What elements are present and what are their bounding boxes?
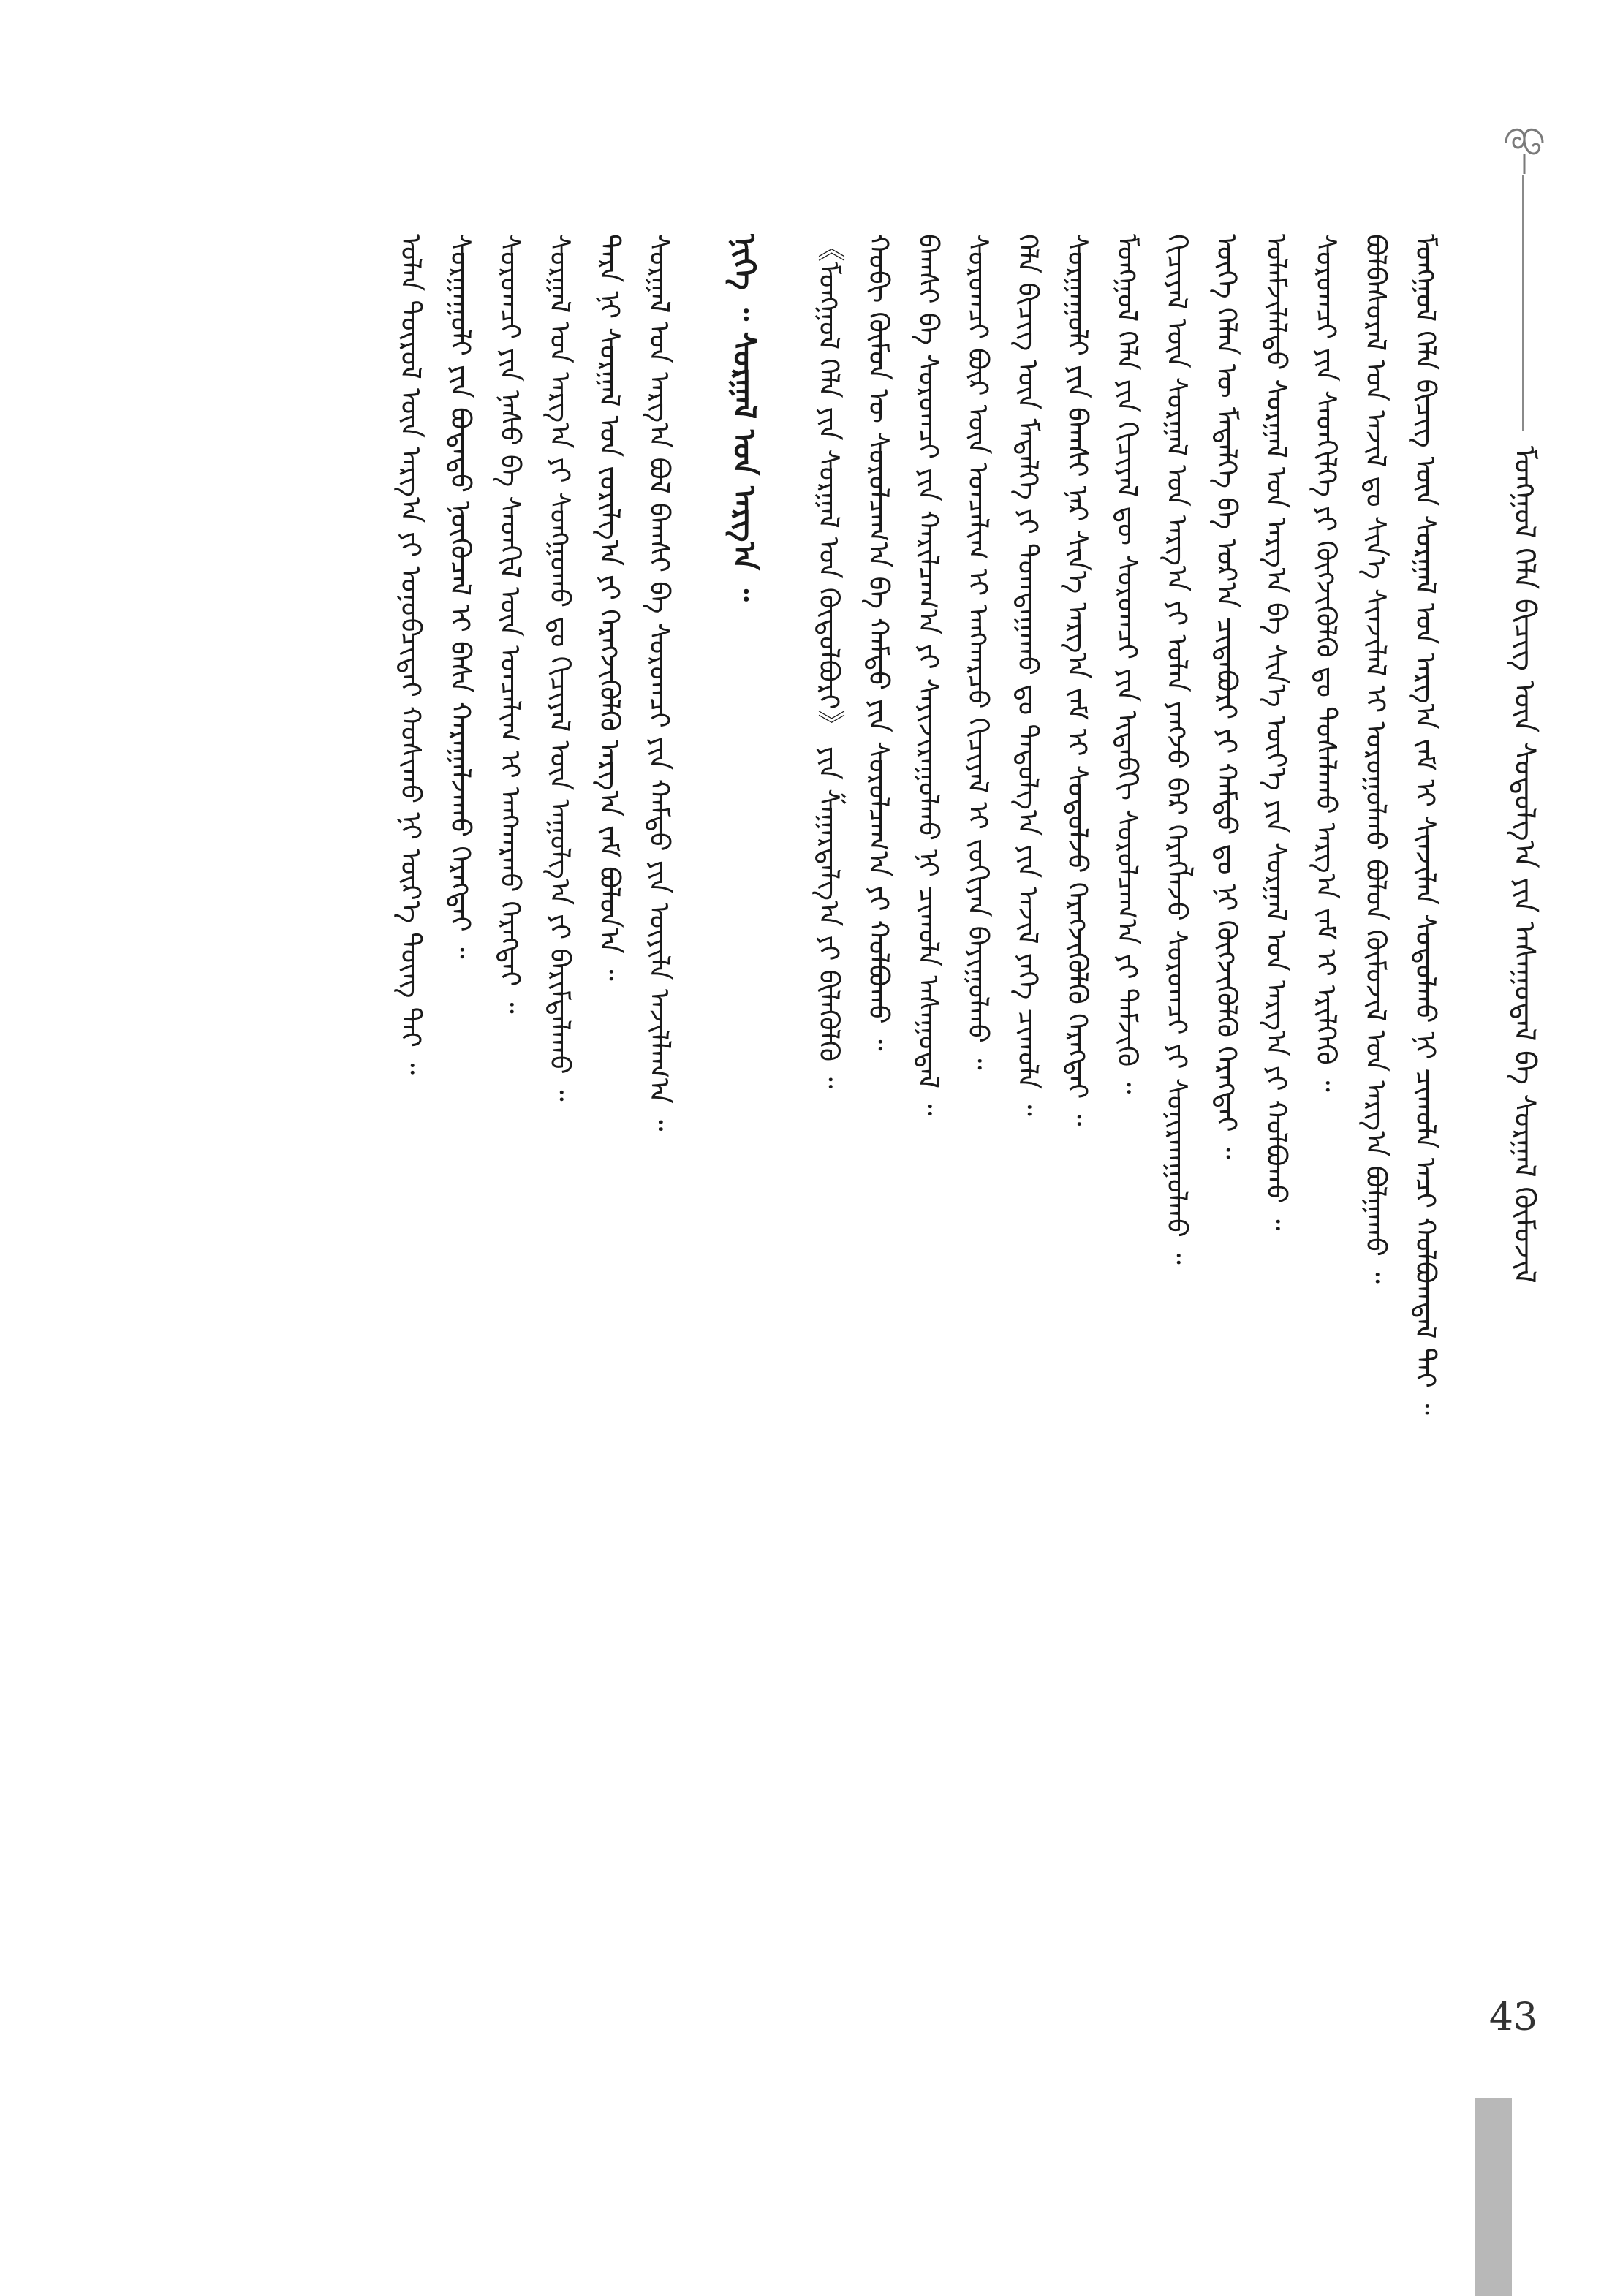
text-column: ᠰᠤᠷᠭᠠᠭᠤᠯᠢ ᠶᠢᠨ ᠪᠣᠳᠠᠲᠤ ᠨᠥᠬᠦᠴᠡᠯ ᠢ ᠪᠠᠰᠠ ᠬᠠᠷᠠᠭᠠᠯᠵᠠᠬᠤ ᠬᠡᠷᠡᠭᠲᠡᠢ ᠃ [444,234,477,959]
text-column: ᠤᠯᠠᠮᠵᠢᠯᠠᠯᠲᠤ ᠰᠤᠷᠭᠠᠯ ᠤᠨ ᠠᠷᠭ᠎ᠠ ᠪᠠ ᠰᠢᠨ᠎ᠡ ᠦᠶ᠎ᠡ ᠶᠢᠨ ᠰᠤᠷᠭᠠᠯ ᠤᠨ ᠠᠷᠭ᠎ᠠ ᠶᠢ ᠬᠣᠯᠪᠣᠬᠤ ᠃ [1260,234,1293,1231]
running-header: ᠮᠣᠩᠭᠣᠯ ᠬᠡᠯᠡ ᠪᠢᠴᠢᠭ ᠦᠨ ᠰᠤᠳᠤᠯᠭ᠎ᠠ ᠶᠢᠨ ᠠᠰᠠᠭᠤᠳᠠᠯ ᠪᠠ ᠰᠤᠷᠭᠠᠯ ᠬᠦᠮᠦᠵᠢᠯ [1507,446,1541,1284]
page-number: 43 [1488,1996,1538,2039]
text-column: ᠪᠠᠭᠰᠢ ᠪᠠ ᠰᠤᠷᠤᠭᠴᠢ ᠶᠢᠨ ᠬᠠᠷᠢᠯᠴᠠᠭ᠎ᠠ ᠶᠢ ᠰᠠᠶᠢᠵᠢᠷᠠᠭᠤᠯᠬᠤ ᠨᠢ ᠴᠢᠬᠤᠯᠠ ᠠᠰᠠᠭᠤᠳᠠᠯ ᠃ [912,234,945,1116]
text-column: ᠬᠢᠴᠢᠶᠡᠯ ᠦᠨ ᠰᠤᠷᠭᠠᠯ ᠤᠨ ᠠᠷᠭ᠎ᠠ ᠶᠢ ᠣᠯᠠᠨ ᠶᠠᠩᠵᠤ ᠪᠠᠷ ᠬᠡᠷᠡᠭᠯᠡᠵᠦ ᠰᠤᠷᠤᠭᠴᠢ ᠶᠢ ᠰᠣᠨᠢᠷᠬᠠᠭᠤᠯᠬᠤ ᠃ [1161,234,1193,1265]
text-column: ᠪᠣᠯᠪᠠᠰᠤᠷᠠᠯ ᠤᠨ ᠠᠵᠢᠯ ᠳᠤ ᠰᠢᠨ᠎ᠡ ᠰᠢᠨᠵᠢᠯᠡᠯ ᠢ ᠣᠷᠣᠭᠤᠯᠬᠤ ᠪᠣᠯᠤᠨ ᠬᠦᠮᠦᠵᠢᠯ ᠤᠨ ᠠᠷᠭ᠎ᠠ ᠪᠣᠯᠭᠠᠬᠤ ᠃ [1360,234,1392,1284]
text-column: ᠮᠣᠩᠭᠣᠯ ᠬᠡᠯᠡ ᠶᠢᠨ ᠬᠢᠴᠢᠶᠡᠯ ᠳᠦ ᠰᠤᠷᠤᠭᠴᠢ ᠶᠢᠨ ᠢᠳᠡᠪᠬᠢ ᠰᠤᠷᠤᠯᠴᠠᠭ᠎ᠠ ᠶᠢ ᠳᠡᠮᠵᠢᠬᠦ ᠃ [1111,234,1143,1094]
text-column: 《ᠮᠣᠩᠭᠣᠯ ᠬᠡᠯᠡ ᠶᠢᠨ ᠰᠤᠷᠭᠠᠯ ᠤᠨ ᠬᠥᠲᠦᠯᠪᠦᠷᠢ》 ᠶᠢᠨ ᠱᠠᠭᠠᠷᠳᠠᠯᠭ᠎ᠠ ᠶᠢ ᠪᠢᠯᠡᠭᠦᠯᠬᠦ ᠃ [813,234,845,1089]
thumb-tab [1475,2098,1512,2296]
text-column: ᠣᠯᠠᠨ ᠲᠥᠷᠦᠯ ᠦᠨ ᠠᠷᠭ᠎ᠠ ᠶᠢ ᠣᠨᠣᠪᠴᠢᠲᠠᠢ ᠬᠣᠰᠢᠬᠤ ᠨᠢ ᠦᠷ᠎ᠡ ᠳᠦᠩ ᠲᠡᠢ ᠃ [395,234,427,1075]
text-column: ᠰᠤᠷᠭᠠᠯ ᠤᠨ ᠠᠷᠭ᠎ᠠ ᠪᠣᠯ ᠪᠠᠭᠰᠢ ᠪᠠ ᠰᠤᠷᠤᠭᠴᠢ ᠶᠢᠨ ᠬᠠᠮᠲᠤ ᠶᠢᠨ ᠦᠶᠢᠯᠡ ᠠᠵᠢᠯᠯᠠᠭ᠎ᠠ ᠃ [643,234,676,1132]
main-text-block [197,234,1448,2032]
column-spacer [772,234,801,2032]
text-column: ᠦᠭᠡ ᠬᠡᠯᠡᠨ ᠦ ᠮᠡᠳᠡᠯᠭᠡ ᠪᠠ ᠤᠷ᠎ᠠ ᠴᠢᠳᠠᠪᠤᠷᠢ ᠶᠢ ᠬᠠᠮᠲᠤ ᠳᠤ ᠨᠢ ᠬᠥᠭᠵᠢᠭᠦᠯᠬᠦ ᠬᠡᠷᠡᠭᠲᠡᠢ ᠃ [1211,234,1243,1159]
text-column: ᠰᠤᠷᠤᠭᠴᠢ ᠪᠦᠷ ᠦᠨ ᠤᠨᠴᠠᠯᠢᠭ ᠢ ᠠᠩᠬᠠᠷᠴᠤ ᠬᠢᠴᠢᠶᠡᠯ ᠢ ᠵᠣᠬᠢᠶᠠᠨ ᠪᠠᠶᠢᠭᠤᠯᠬᠤ ᠃ [962,234,994,1070]
text-column: ᠬᠤᠪᠢ ᠬᠦᠮᠦᠨ ᠦ ᠰᠤᠷᠤᠯᠴᠠᠭ᠎ᠠ ᠪᠠ ᠬᠠᠮᠲᠤ ᠶᠢᠨ ᠰᠤᠷᠤᠯᠴᠠᠭ᠎ᠠ ᠶᠢ ᠬᠣᠯᠪᠣᠬᠤ ᠃ [863,234,895,1051]
text-column: ᠬᠡᠯᠡ ᠪᠢᠴᠢᠭ ᠦᠨ ᠮᠡᠳᠡᠯᠭᠡ ᠶᠢ ᠲᠣᠭᠲᠠᠭᠠᠬᠤ ᠳᠤ ᠳᠠᠳᠤᠯᠭ᠎ᠠ ᠶᠢᠨ ᠠᠵᠢᠯ ᠶᠡᠬᠡ ᠴᠢᠬᠤᠯᠠ ᠃ [1012,234,1044,1116]
header-rule [1522,175,1524,431]
text-column: ᠰᠤᠷᠭᠠᠯ ᠤᠨ ᠠᠷᠭ᠎ᠠ ᠶᠢ ᠰᠣᠩᠭᠣᠬᠤ ᠳᠤ ᠬᠢᠴᠢᠶᠡᠯ ᠦᠨ ᠠᠭᠤᠯᠭ᠎ᠠ ᠶᠢ ᠪᠠᠷᠢᠮᠲᠠᠯᠠᠬᠤ ᠃ [544,234,576,1102]
column-spacer [687,234,716,2032]
text-column: ᠰᠤᠷᠤᠭᠴᠢ ᠶᠢᠨ ᠨᠠᠰᠤ ᠪᠠ ᠰᠡᠳᠬᠢᠯ ᠦᠨ ᠤᠨᠴᠠᠯᠢᠭ ᠢ ᠠᠩᠬᠠᠷᠬᠤ ᠬᠡᠷᠡᠭᠲᠡᠢ ᠃ [494,234,526,1014]
header-ornament-icon [1491,110,1557,175]
text-column: ᠲᠡᠷᠡ ᠨᠢ ᠰᠤᠷᠭᠠᠯ ᠤᠨ ᠵᠣᠷᠢᠯᠭ᠎ᠠ ᠶᠢ ᠬᠡᠷᠡᠭᠵᠢᠭᠦᠯᠬᠦ ᠠᠷᠭ᠎ᠠ ᠵᠠᠮ ᠪᠣᠯᠤᠨ᠎ᠠ ᠃ [594,234,626,981]
text-column: ᠰᠤᠷᠤᠭᠴᠢ ᠶᠢᠨ ᠰᠡᠳᠬᠢᠯᠭᠡ ᠶᠢ ᠬᠥᠭᠵᠢᠭᠦᠯᠬᠦ ᠳᠤ ᠲᠤᠰᠠᠯᠠᠬᠤ ᠠᠷᠭ᠎ᠠ ᠵᠠᠮ ᠢ ᠡᠷᠢᠯᠬᠡᠬᠦ ᠃ [1310,234,1342,1092]
text-column: ᠰᠤᠷᠭᠠᠭᠤᠯᠢ ᠶᠢᠨ ᠪᠠᠭᠰᠢ ᠨᠠᠷ ᠰᠢᠨ᠎ᠡ ᠠᠷᠭ᠎ᠠ ᠵᠠᠮ ᠢ ᠰᠤᠳᠤᠯᠵᠤ ᠬᠡᠷᠡᠭᠵᠢᠭᠦᠯᠬᠦ ᠬᠡᠷᠡᠭᠲᠡᠢ ᠃ [1062,234,1094,1126]
text-column: ᠮᠣᠩᠭᠣᠯ ᠬᠡᠯᠡ ᠪᠢᠴᠢᠭ ᠦᠨ ᠰᠤᠷᠭᠠᠯ ᠤᠨ ᠠᠷᠭ᠎ᠠ ᠵᠠᠮ ᠢ ᠰᠢᠨᠵᠢᠯᠡᠨ ᠰᠤᠳᠤᠯᠬᠤ ᠨᠢ ᠴᠢᠬᠤᠯᠠ ᠠᠴᠢ ᠬᠣᠯᠪᠣᠭᠳᠠᠯ ᠲᠠᠢ ᠃ [1410,234,1442,1415]
section-heading: ᠨᠢᠭᠡ ᠃ ᠰᠤᠷᠭᠠᠯ ᠤᠨ ᠠᠷᠭ᠎ᠠ ᠃ [727,234,763,602]
